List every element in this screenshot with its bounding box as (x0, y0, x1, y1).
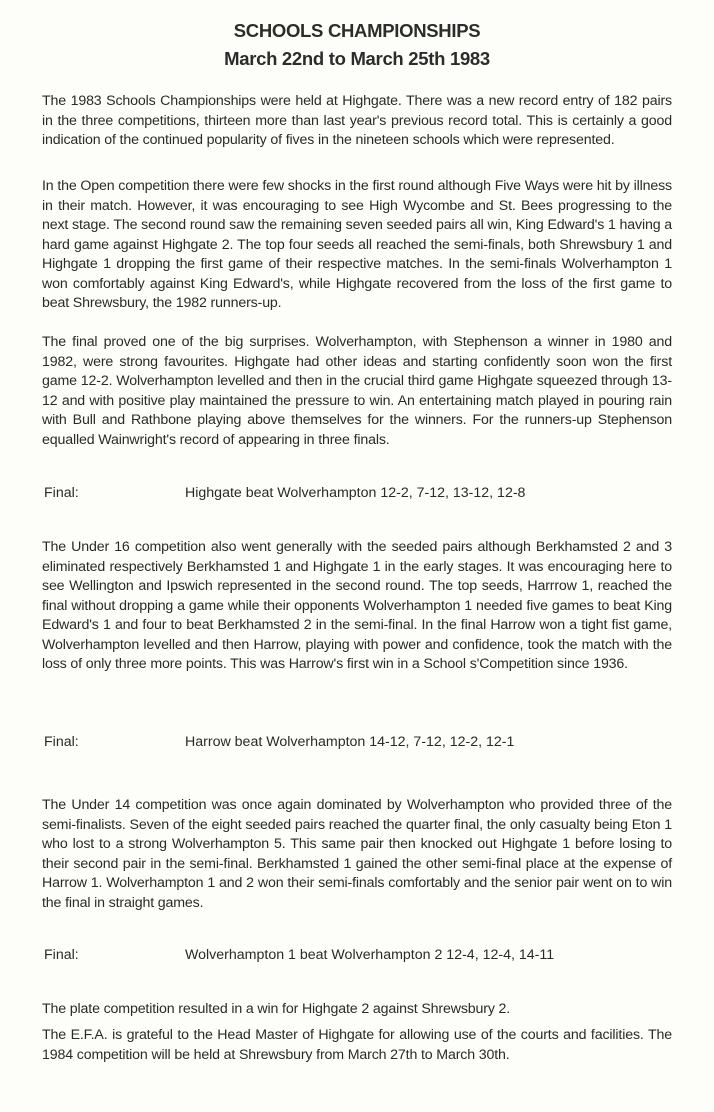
final-label: Final: (44, 734, 79, 750)
page-title: SCHOOLS CHAMPIONSHIPS (233, 20, 481, 41)
final-score: Harrow beat Wolverhampton 14-12, 7-12, 12-2, 12-1 (185, 734, 515, 750)
page-subtitle: March 22nd to March 25th 1983 (224, 48, 490, 69)
plate-competition-paragraph: The plate competition resulted in a win for Highgate 2 against Shrewsbury 2. (42, 1001, 511, 1017)
intro-paragraph: The 1983 Schools Championships were held at Highgate. There was a new record entry of 182 pairs in the three competitions, thirteen more than last year's previous record total. This is certainly a good indication of the continued popularity of fives in the nineteen schools which were represented. (42, 93, 672, 148)
under-14-paragraph: The Under 14 competition was once again dominated by Wolverhampton who provided three of the semi-finalists. Seven of the eight seeded pairs reached the quarter final, the only casualty being Eton 1 who lost to a strong Wolverhampton 5. This same pair then knocked out Highgate 1 before losing to their second pair in the semi-final. Berkhamsted 1 gained the other semi-final place at the expense of Harrow 1. Wolverhampton 1 and 2 won their semi-finals comfortably and the senior pair went on to win the final in straight games. (42, 797, 672, 911)
final-score: Wolverhampton 1 beat Wolverhampton 2 12-4, 12-4, 14-11 (185, 947, 555, 963)
final-label: Final: (44, 947, 79, 963)
final-score: Highgate beat Wolverhampton 12-2, 7-12, 13-12, 12-8 (185, 485, 526, 501)
open-final-paragraph: The final proved one of the big surprises. Wolverhampton, with Stephenson a winner in 1980 and 1982, were strong favourites. Highgate had other ideas and starting confidently soon won the first game 12-2. Wolverhampton levelled and then in the crucial third game Highgate squeezed through 13-12 and with positive play maintained the pressure to win. An entertaining match played in pouring rain with Bull and Rathbone playing above themselves for the winners. For the runners-up Stephenson equalled Wainwright's record of appearing in three finals. (42, 334, 672, 448)
final-label: Final: (44, 485, 79, 501)
open-competition-paragraph: In the Open competition there were few shocks in the first round although Five Ways were hit by illness in their match. However, it was encouraging to see High Wycombe and St. Bees progressing to the next stage. The second round saw the remaining seven seeded pairs all win, King Edward's 1 having a hard game against Highgate 2. The top four seeds all reached the semi-finals, both Shrewsbury 1 and Highgate 1 dropping the first game of their respective matches. In the semi-finals Wolverhampton 1 won comfortably against King Edward's, while Highgate recovered from the loss of the first game to beat Shrewsbury, the 1982 runners-up. (42, 178, 672, 311)
closing-paragraph: The E.F.A. is grateful to the Head Master of Highgate for allowing use of the courts and facilities. The 1984 competition will be held at Shrewsbury from March 27th to March 30th. (42, 1027, 672, 1063)
under-16-paragraph: The Under 16 competition also went generally with the seeded pairs although Berkhamsted 2 and 3 eliminated respectively Berkhamsted 1 and Highgate 1 in the early stages. It was encouraging here to see Wellington and Ipswich represented in the second round. The top seeds, Harrrow 1, reached the final without dropping a game while their opponents Wolverhampton 1 needed five games to beat King Edward's 1 and four to beat Berkhamsted 2 in the semi-final. In the final Harrow won a tight fist game, Wolverhampton levelled and then Harrow, playing with power and confidence, took the match with the loss of only three more points. This was Harrow's first win in a School s'Competition since 1936. (42, 539, 672, 672)
